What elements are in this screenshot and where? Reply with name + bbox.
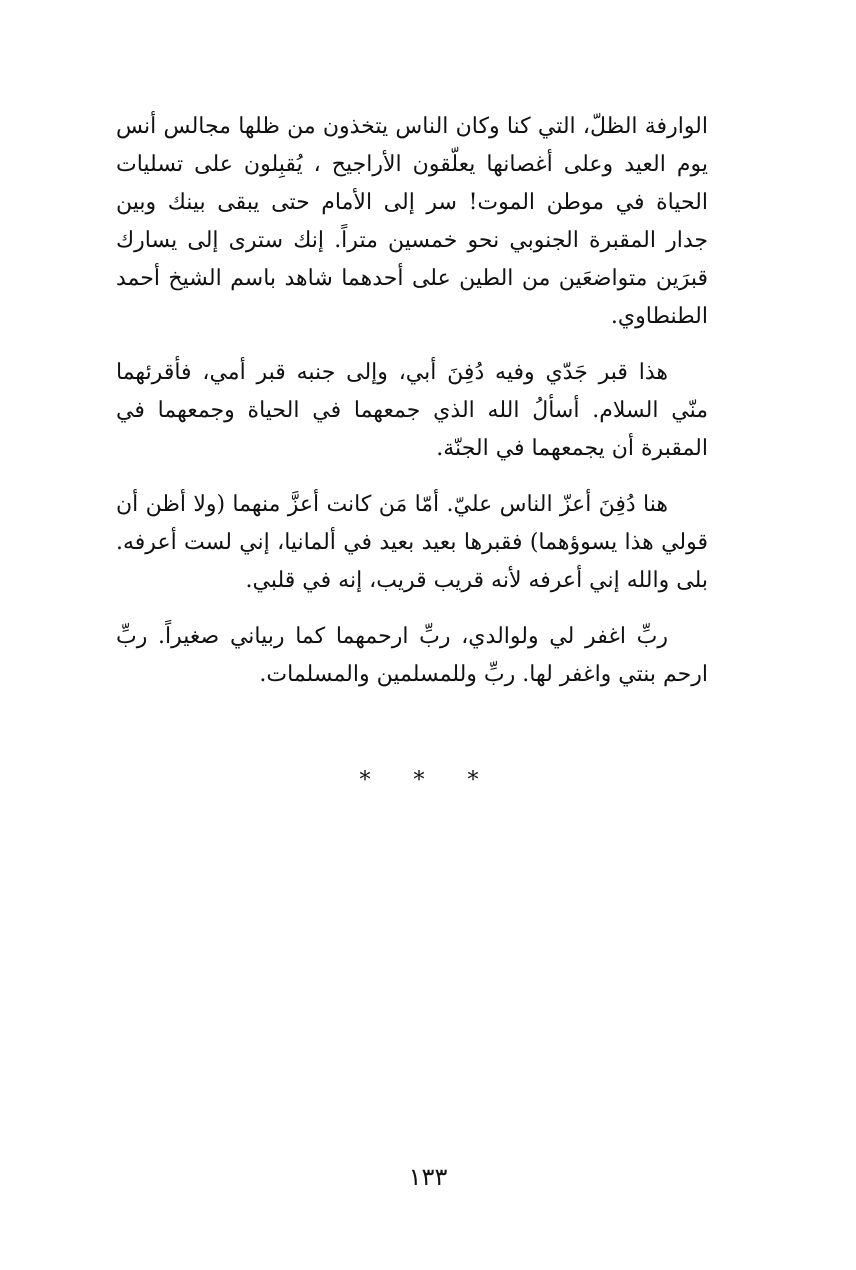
paragraph-2: هذا قبر جَدّي وفيه دُفِنَ أبي، وإلى جنبه قبر أمي، فأقرئهما منّي السلام. أسألُ الله الذي جمعهما في الحياة وجمعهما في المقبرة أن يجمعهما في الجنّة. bbox=[116, 360, 708, 461]
paragraph-4: ربِّ اغفر لي ولوالدي، ربِّ ارحمهما كما ربياني صغيراً. ربِّ ارحم بنتي واغفر لها. ربِّ وللمسلمين والمسلمات. bbox=[116, 624, 708, 687]
paragraph-1: الوارفة الظلّ، التي كنا وكان الناس يتخذون من ظلها مجالس أنس يوم العيد وعلى أغصانها يعلّقون الأراجيح ، يُقبِلون على تسليات الحياة في موطن الموت! سر إلى الأمام حتى يبقى بينك وبين جدار المقبرة الجنوبي نحو خمسين متراً. إنك سترى إلى يسارك قبرَين متواضعَين من الطين على أحدهما شاهد باسم الشيخ أحمد الطنطاوي. bbox=[116, 114, 708, 329]
page-number: ١٣٣ bbox=[408, 1163, 448, 1191]
body-text bbox=[116, 108, 708, 712]
section-separator: * * * bbox=[359, 768, 497, 793]
paragraph-3: هنا دُفِنَ أعزّ الناس عليّ. أمّا مَن كانت أعزَّ منهما (ولا أظن أن قولي هذا يسوؤهما) فقبرها بعيد بعيد في ألمانيا، إني لست أعرفه. بلى والله إني أعرفه لأنه قريب قريب، إنه في قلبي. bbox=[116, 492, 708, 593]
